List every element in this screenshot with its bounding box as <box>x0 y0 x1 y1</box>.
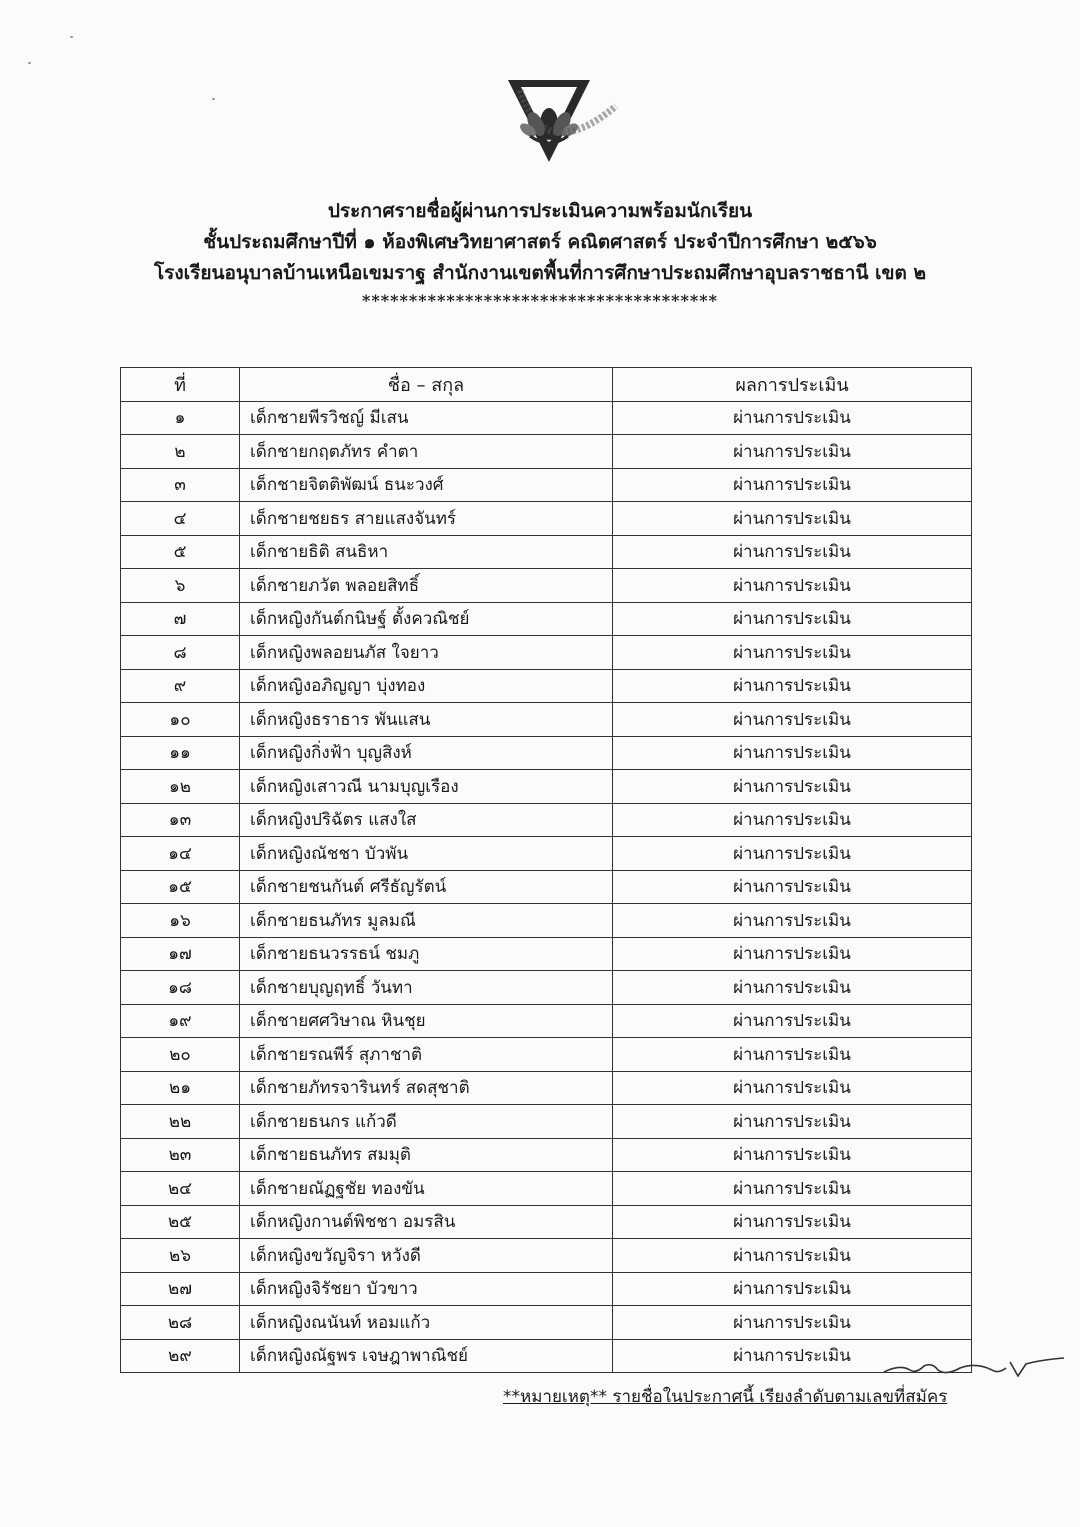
table-row <box>121 669 972 703</box>
table-row <box>121 1239 972 1273</box>
row-number: ๒๖ <box>121 1239 240 1273</box>
row-number: ๙ <box>121 669 240 703</box>
assessment-result: ผ่านการประเมิน <box>613 803 972 837</box>
assessment-result: ผ่านการประเมิน <box>613 602 972 636</box>
table-row <box>121 837 972 871</box>
assessment-result: ผ่านการประเมิน <box>613 937 972 971</box>
row-number: ๔ <box>121 502 240 536</box>
table-row <box>121 502 972 536</box>
row-number: ๒๐ <box>121 1038 240 1072</box>
student-name: เด็กหญิงกานต์พิชชา อมรสิน <box>240 1205 613 1239</box>
student-name: เด็กชายศศวิษาณ หินชุย <box>240 1004 613 1038</box>
table-row <box>121 569 972 603</box>
student-name: เด็กหญิงปริฉัตร แสงใส <box>240 803 613 837</box>
divider-stars: ************************************** <box>362 291 718 310</box>
table-row <box>121 435 972 469</box>
table-row <box>121 1205 972 1239</box>
row-number: ๒๓ <box>121 1138 240 1172</box>
announcement-title: ประกาศรายชื่อผู้ผ่านการประเมินความพร้อมนักเรียน <box>327 200 753 222</box>
assessment-result: ผ่านการประเมิน <box>613 1205 972 1239</box>
assessment-result: ผ่านการประเมิน <box>613 1038 972 1072</box>
school-office-line: โรงเรียนอนุบาลบ้านเหนือเขมราฐ สำนักงานเขตพื้นที่การศึกษาประถมศึกษาอุบลราชธานี เขต ๒ <box>153 262 927 284</box>
assessment-result: ผ่านการประเมิน <box>613 1272 972 1306</box>
announcement-header <box>0 196 1080 313</box>
student-name: เด็กชายธนกร แก้วดี <box>240 1105 613 1139</box>
table-row <box>121 602 972 636</box>
student-name: เด็กหญิงเสาวณี นามบุญเรือง <box>240 770 613 804</box>
student-name: เด็กหญิงอภิญญา บุ่งทอง <box>240 669 613 703</box>
assessment-result: ผ่านการประเมิน <box>613 468 972 502</box>
student-name: เด็กชายพีรวิชญ์ มีเสน <box>240 401 613 435</box>
student-name: เด็กหญิงณัฐพร เจษฎาพาณิชย์ <box>240 1339 613 1373</box>
table-row <box>121 971 972 1005</box>
student-name: เด็กชายกฤตภัทร คำตา <box>240 435 613 469</box>
assessment-result: ผ่านการประเมิน <box>613 636 972 670</box>
row-number: ๑๗ <box>121 937 240 971</box>
student-name: เด็กชายบุญฤทธิ์ วันทา <box>240 971 613 1005</box>
student-name: เด็กชายธนภัทร สมมุติ <box>240 1138 613 1172</box>
table-row <box>121 736 972 770</box>
student-name: เด็กชายจิตติพัฒน์ ธนะวงศ์ <box>240 468 613 502</box>
assessment-result: ผ่านการประเมิน <box>613 971 972 1005</box>
header-result: ผลการประเมิน <box>613 368 972 402</box>
table-row <box>121 937 972 971</box>
assessment-result: ผ่านการประเมิน <box>613 669 972 703</box>
student-name: เด็กชายณัฏฐชัย ทองขัน <box>240 1172 613 1206</box>
results-table <box>120 367 972 1373</box>
student-name: เด็กชายรณพีร์ สุภาชาติ <box>240 1038 613 1072</box>
scan-speck <box>70 36 73 38</box>
assessment-result: ผ่านการประเมิน <box>613 1004 972 1038</box>
student-name: เด็กหญิงธราธาร พันแสน <box>240 703 613 737</box>
scan-speck <box>28 62 31 64</box>
signature-scribble <box>880 1352 1070 1386</box>
assessment-result: ผ่านการประเมิน <box>613 703 972 737</box>
row-number: ๑๔ <box>121 837 240 871</box>
student-name: เด็กชายชนกันต์ ศรีธัญรัตน์ <box>240 870 613 904</box>
row-number: ๕ <box>121 535 240 569</box>
row-number: ๒๘ <box>121 1306 240 1340</box>
row-number: ๒๙ <box>121 1339 240 1373</box>
row-number: ๑๓ <box>121 803 240 837</box>
header-name: ชื่อ – สกุล <box>240 368 613 402</box>
table-row <box>121 1105 972 1139</box>
row-number: ๒๒ <box>121 1105 240 1139</box>
assessment-result: ผ่านการประเมิน <box>613 569 972 603</box>
table-row <box>121 1172 972 1206</box>
student-name: เด็กหญิงณัชชา บัวพัน <box>240 837 613 871</box>
table-header-row <box>121 368 972 402</box>
row-number: ๑๐ <box>121 703 240 737</box>
row-number: ๑๖ <box>121 904 240 938</box>
assessment-result: ผ่านการประเมิน <box>613 1138 972 1172</box>
assessment-result: ผ่านการประเมิน <box>613 1105 972 1139</box>
row-number: ๑๙ <box>121 1004 240 1038</box>
table-row <box>121 803 972 837</box>
header-number: ที่ <box>121 368 240 402</box>
assessment-result: ผ่านการประเมิน <box>613 770 972 804</box>
assessment-result: ผ่านการประเมิน <box>613 401 972 435</box>
assessment-result: ผ่านการประเมิน <box>613 870 972 904</box>
student-name: เด็กหญิงกันต์กนิษฐ์ ตั้งควณิชย์ <box>240 602 613 636</box>
table-row <box>121 1071 972 1105</box>
assessment-result: ผ่านการประเมิน <box>613 1306 972 1340</box>
row-number: ๗ <box>121 602 240 636</box>
scan-speck <box>212 98 215 100</box>
student-name: เด็กหญิงขวัญจิรา หวังดี <box>240 1239 613 1273</box>
row-number: ๒๔ <box>121 1172 240 1206</box>
student-name: เด็กหญิงณนันท์ หอมแก้ว <box>240 1306 613 1340</box>
student-name: เด็กชายชยธร สายแสงจันทร์ <box>240 502 613 536</box>
table-row <box>121 468 972 502</box>
student-name: เด็กหญิงพลอยนภัส ใจยาว <box>240 636 613 670</box>
table-row <box>121 1339 972 1373</box>
row-number: ๑๒ <box>121 770 240 804</box>
table-row <box>121 636 972 670</box>
row-number: ๒๕ <box>121 1205 240 1239</box>
announcement-subtitle: ชั้นประถมศึกษาปีที่ ๑ ห้องพิเศษวิทยาศาสตร์ คณิตศาสตร์ ประจำปีการศึกษา ๒๕๖๖ <box>203 231 877 253</box>
table-row <box>121 1306 972 1340</box>
row-number: ๖ <box>121 569 240 603</box>
assessment-result: ผ่านการประเมิน <box>613 1339 972 1373</box>
assessment-result: ผ่านการประเมิน <box>613 904 972 938</box>
table-row <box>121 904 972 938</box>
student-name: เด็กหญิงกิ่งฟ้า บุญสิงห์ <box>240 736 613 770</box>
assessment-result: ผ่านการประเมิน <box>613 1172 972 1206</box>
assessment-result: ผ่านการประเมิน <box>613 1239 972 1273</box>
table-row <box>121 870 972 904</box>
table-row <box>121 1138 972 1172</box>
table-body <box>121 401 972 1373</box>
student-name: เด็กหญิงจิรัชยา บัวขาว <box>240 1272 613 1306</box>
table-row <box>121 535 972 569</box>
row-number: ๑๕ <box>121 870 240 904</box>
row-number: ๒๑ <box>121 1071 240 1105</box>
table-row <box>121 1004 972 1038</box>
student-name: เด็กชายธิติ สนธิหา <box>240 535 613 569</box>
table-row <box>121 703 972 737</box>
row-number: ๘ <box>121 636 240 670</box>
assessment-result: ผ่านการประเมิน <box>613 535 972 569</box>
table-row <box>121 401 972 435</box>
row-number: ๒๗ <box>121 1272 240 1306</box>
row-number: ๑๑ <box>121 736 240 770</box>
table-row <box>121 1038 972 1072</box>
assessment-result: ผ่านการประเมิน <box>613 837 972 871</box>
assessment-result: ผ่านการประเมิน <box>613 736 972 770</box>
row-number: ๑ <box>121 401 240 435</box>
assessment-result: ผ่านการประเมิน <box>613 435 972 469</box>
table-row <box>121 770 972 804</box>
assessment-result: ผ่านการประเมิน <box>613 502 972 536</box>
row-number: ๒ <box>121 435 240 469</box>
student-name: เด็กชายธนภัทร มูลมณี <box>240 904 613 938</box>
student-name: เด็กชายภวัต พลอยสิทธิ์ <box>240 569 613 603</box>
student-name: เด็กชายธนวรรธน์ ชมภู <box>240 937 613 971</box>
school-emblem-logo <box>498 72 628 184</box>
row-number: ๓ <box>121 468 240 502</box>
footnote: **หมายเหตุ** รายชื่อในประกาศนี้ เรียงลำดับตามเลขที่สมัคร <box>503 1387 948 1407</box>
student-name: เด็กชายภัทรจารินทร์ สดสุชาติ <box>240 1071 613 1105</box>
table-row <box>121 1272 972 1306</box>
assessment-result: ผ่านการประเมิน <box>613 1071 972 1105</box>
row-number: ๑๘ <box>121 971 240 1005</box>
